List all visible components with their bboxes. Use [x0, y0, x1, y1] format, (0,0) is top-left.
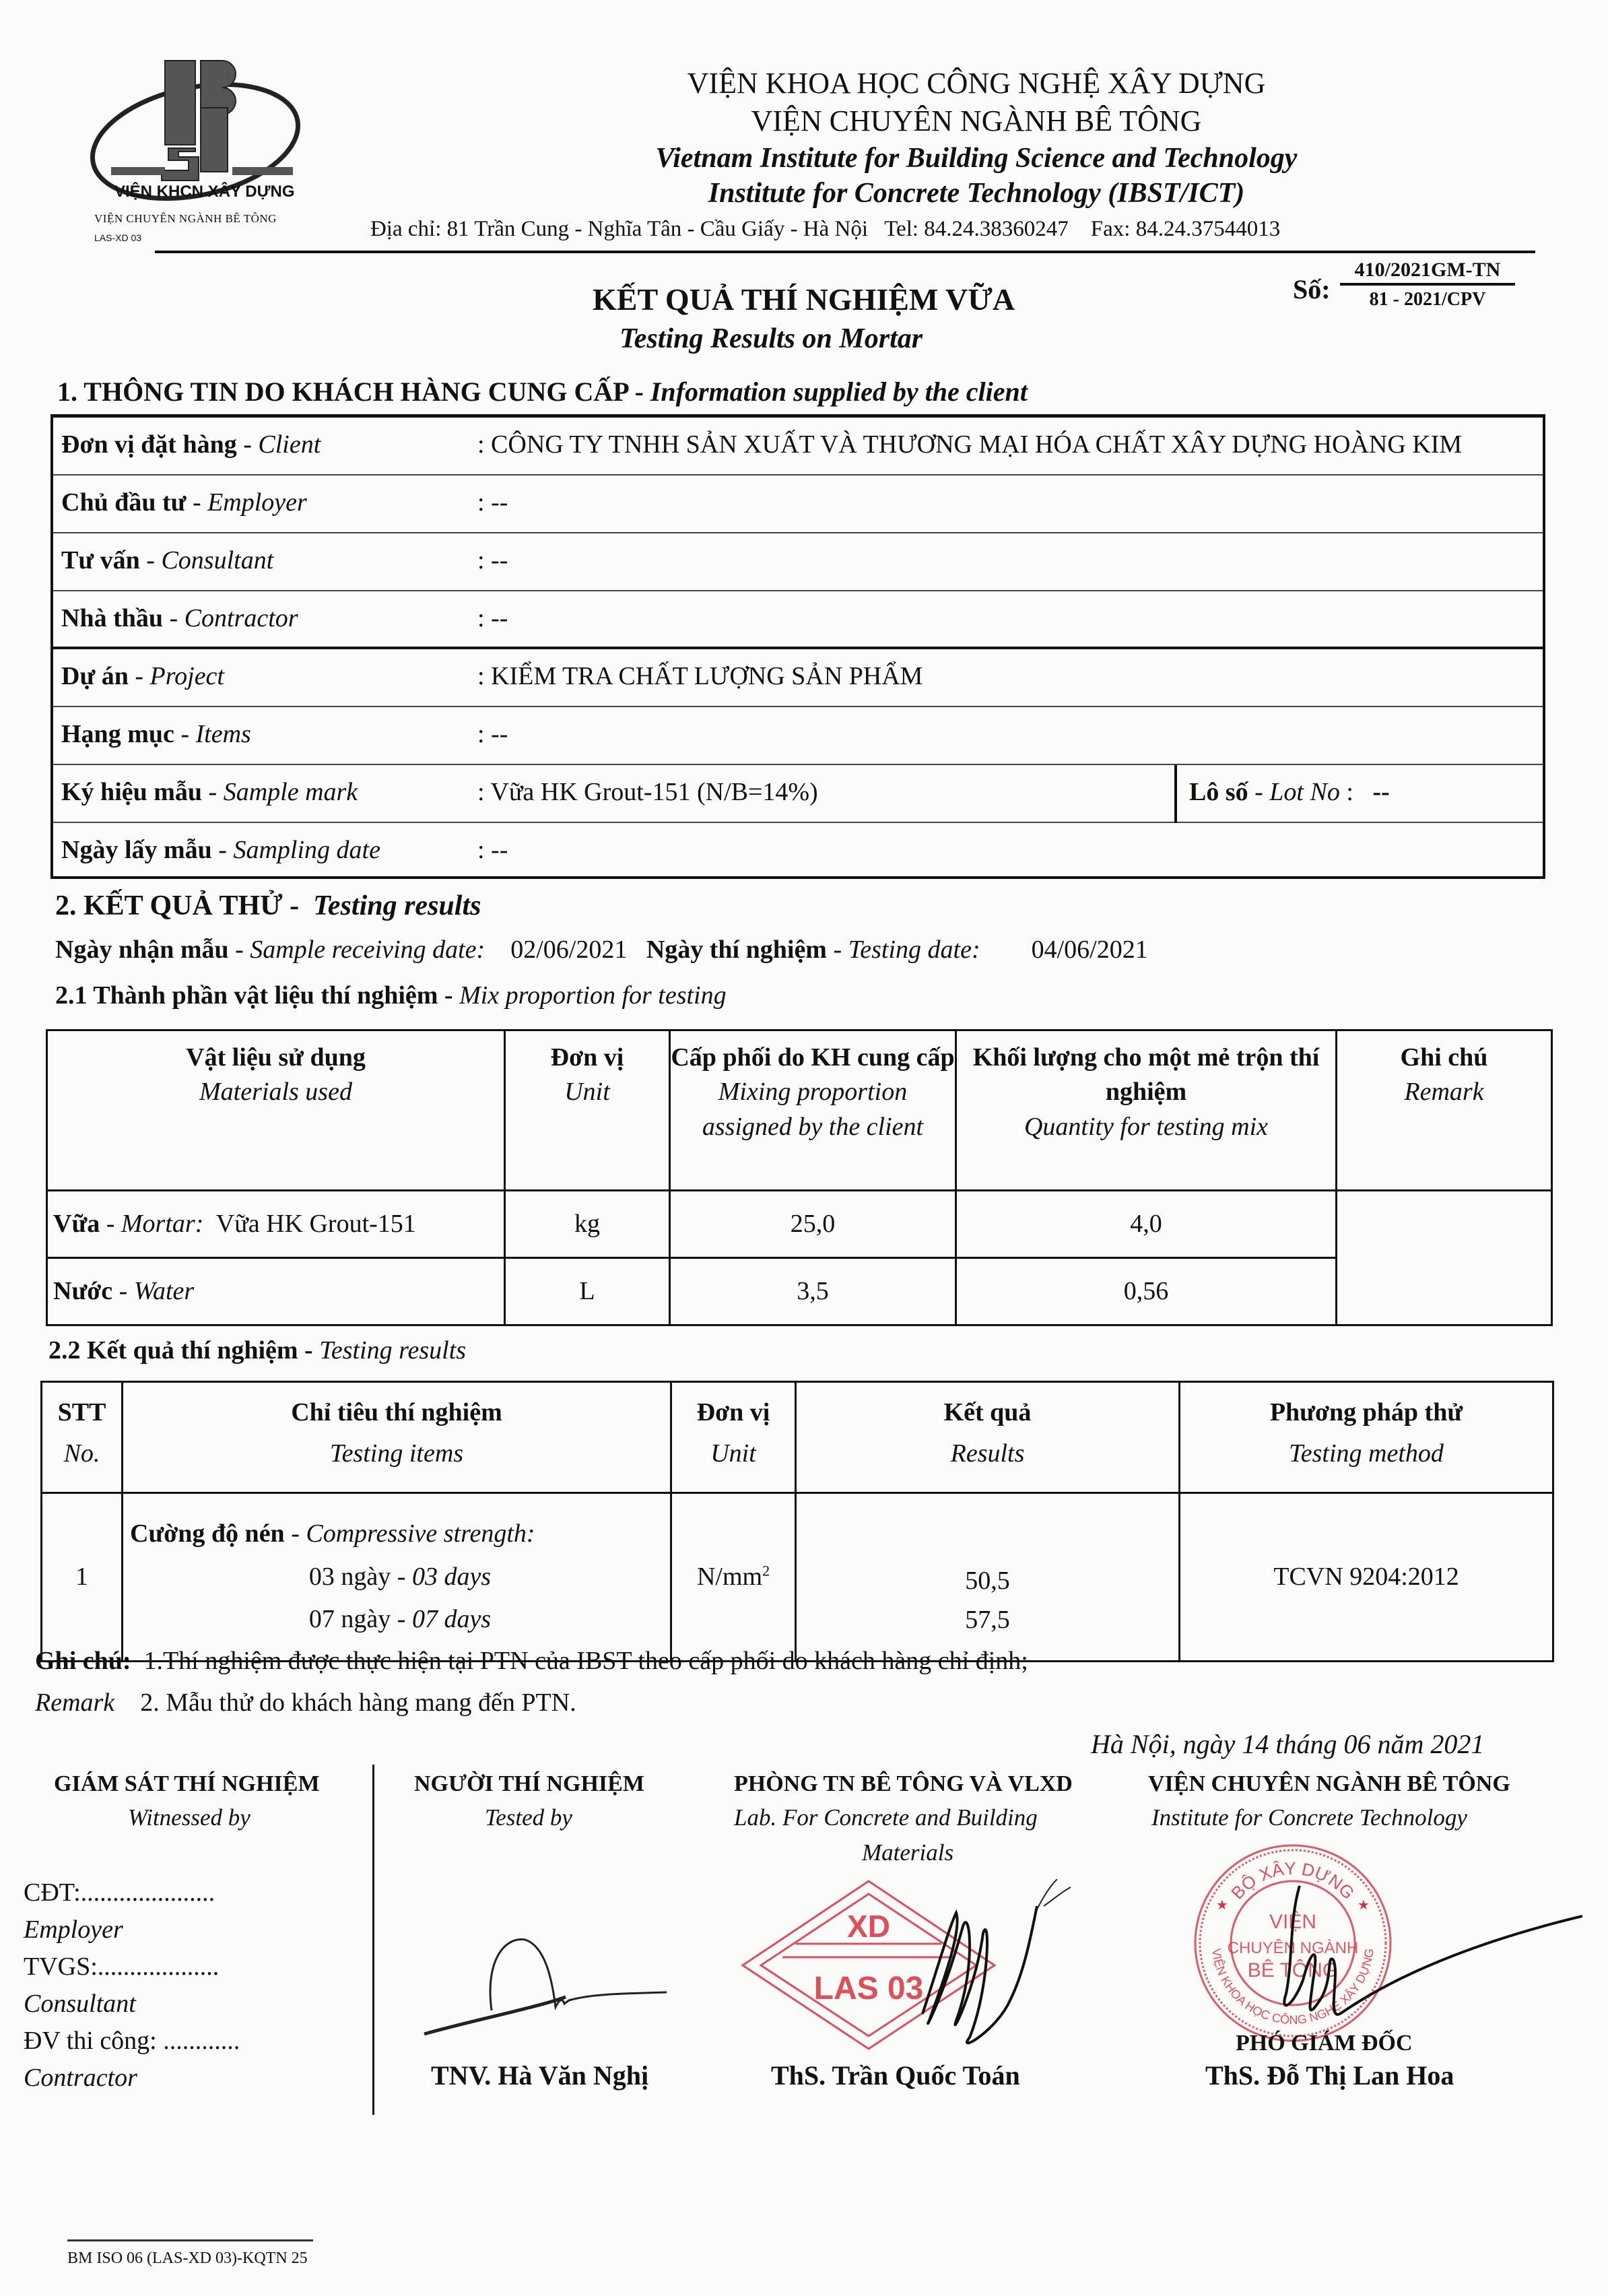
- document-title: KẾT QUẢ THÍ NGHIỆM VỮA: [593, 282, 1015, 317]
- tester-subheading: Tested by: [485, 1804, 572, 1831]
- info-label: Đơn vị đặt hàng - Client: [61, 430, 321, 459]
- remark-note-1: Ghi chú: 1.Thí nghiệm được thực hiện tại PTN của IBST theo cấp phối do khách hàng chỉ định;: [35, 1647, 1028, 1675]
- director-position: PHÓ GIÁM ĐỐC: [1236, 2031, 1413, 2056]
- info-row-sample-mark: [53, 765, 1543, 823]
- report-number: 410/2021GM-TN: [1354, 259, 1501, 281]
- director-name: ThS. Đỗ Thị Lan Hoa: [1205, 2060, 1454, 2091]
- info-label: Ký hiệu mẫu - Sample mark: [61, 778, 358, 806]
- age-7-days: 07 ngày - 07 days: [308, 1605, 492, 1634]
- age-3-days: 03 ngày - 03 days: [308, 1562, 492, 1591]
- witness-contractor-label: Contractor: [24, 2064, 137, 2092]
- testing-item-cell: Cường độ nén - Compressive strength: 03 ngày - 03 days 07 ngày - 07 days: [123, 1493, 671, 1662]
- info-value-sample-mark: : Vữa HK Grout-151 (N/B=14%): [477, 778, 818, 806]
- signature-divider: [372, 1765, 374, 2115]
- stamp-text-bottom: LAS 03: [813, 1971, 924, 2006]
- material-cell: Nước - Water: [47, 1258, 505, 1325]
- sample-receiving-date: 02/06/2021: [510, 936, 628, 964]
- document-title-en: Testing Results on Mortar: [619, 323, 923, 354]
- info-row-client: [53, 418, 1543, 475]
- info-row-project: [53, 649, 1543, 707]
- witness-consultant-line: TVGS:...................: [24, 1953, 220, 1981]
- lab-signature: [842, 1879, 1098, 2047]
- results-col-item: Chỉ tiêu thí nghiệm Testing items: [123, 1382, 671, 1493]
- info-value-client: : CÔNG TY TNHH SẢN XUẤT VÀ THƯƠNG MẠI HÓA CHẤT XÂY DỰNG HOÀNG KIM: [477, 430, 1463, 459]
- info-row-employer: [53, 475, 1543, 533]
- row-number: 1: [42, 1493, 123, 1662]
- info-label: Ngày lấy mẫu - Sampling date: [61, 836, 380, 864]
- lot-number-cell: Lô số - Lot No : --: [1174, 765, 1390, 823]
- result-3-days: 50,5: [965, 1566, 1010, 1595]
- logo-subtitle: VIỆN CHUYÊN NGÀNH BÊ TÔNG: [94, 212, 277, 225]
- report-sub-number: 81 - 2021/CPV: [1369, 289, 1486, 310]
- mix-col-unit: Đơn vị Unit: [505, 1030, 670, 1191]
- stamp-inner-1: VIỆN: [1269, 1911, 1317, 1933]
- lot-number-value: --: [1372, 778, 1390, 806]
- section1-heading: [57, 377, 1028, 407]
- info-row-consultant: [53, 533, 1543, 591]
- witness-contractor-line: ĐV thi công: ............: [24, 2027, 240, 2055]
- result-7-days: 57,5: [965, 1605, 1010, 1634]
- section2-heading: 2. KẾT QUẢ THỬ - Testing results: [55, 890, 481, 921]
- info-row-contractor: [53, 591, 1543, 649]
- mix-row-water: [47, 1258, 1552, 1325]
- contact-line: [370, 217, 1280, 241]
- star-icon: ★: [1358, 1898, 1370, 1913]
- section1-heading-en: Information supplied by the client: [650, 376, 1028, 407]
- ibst-logo: [88, 47, 310, 209]
- institute-heading: VIỆN CHUYÊN NGÀNH BÊ TÔNG: [1148, 1771, 1510, 1796]
- info-label: Hạng mục - Items: [61, 720, 251, 748]
- mix-col-quantity: Khối lượng cho một mẻ trộn thí nghiệm Quantity for testing mix: [956, 1030, 1337, 1191]
- info-value-contractor: : --: [477, 604, 508, 632]
- test-dates: Ngày nhận mẫu - Sample receiving date: 02/06/2021 Ngày thí nghiệm - Testing date: 04/06/2021: [55, 936, 1148, 964]
- lab-heading: PHÒNG TN BÊ TÔNG VÀ VLXD: [734, 1771, 1073, 1796]
- tester-heading: NGƯỜI THÍ NGHIỆM: [414, 1771, 644, 1796]
- witness-employer-label: Employer: [24, 1915, 123, 1944]
- material-cell: Vữa - Mortar: Vữa HK Grout-151: [47, 1191, 505, 1258]
- witness-consultant-label: Consultant: [24, 1990, 136, 2018]
- client-info-box: [51, 414, 1545, 879]
- stamp-outer-top: BỘ XÂY DỰNG: [1227, 1858, 1359, 1903]
- results-col-unit: Đơn vị Unit: [671, 1382, 796, 1493]
- lab-head-name: ThS. Trần Quốc Toán: [771, 2060, 1020, 2091]
- info-label: Tư vấn - Consultant: [61, 546, 274, 575]
- witness-heading: GIÁM SÁT THÍ NGHIỆM: [54, 1771, 320, 1796]
- report-number-rule: [1340, 283, 1515, 286]
- org-name-vn: VIỆN KHOA HỌC CÔNG NGHỆ XÂY DỰNG: [687, 67, 1266, 100]
- tester-signature: [417, 1933, 707, 2041]
- quantity-cell: 4,0: [956, 1191, 1337, 1258]
- report-number-label: Số:: [1293, 274, 1331, 304]
- institute-subheading: Institute for Concrete Technology: [1151, 1804, 1467, 1831]
- witness-subheading: Witnessed by: [128, 1804, 250, 1831]
- footer-divider: [67, 2239, 313, 2241]
- mix-header-row: [47, 1030, 1552, 1191]
- mix-row-mortar: [47, 1191, 1552, 1258]
- address: Địa chỉ: 81 Trần Cung - Nghĩa Tân - Cầu Giấy - Hà Nội: [370, 217, 869, 241]
- fax: Fax: 84.24.37544013: [1090, 217, 1281, 241]
- tester-name: TNV. Hà Văn Nghị: [431, 2060, 649, 2091]
- star-icon: ★: [1216, 1898, 1228, 1913]
- info-value-employer: : --: [477, 488, 508, 517]
- stamp-text-top: XD: [847, 1909, 890, 1944]
- unit-cell: $N/mm^2$: [671, 1493, 796, 1662]
- unit-cell: L: [505, 1258, 670, 1325]
- remark-cell: [1337, 1191, 1552, 1325]
- mix-col-proportion: Cấp phối do KH cung cấp Mixing proportion assigned by the client: [670, 1030, 956, 1191]
- stamp-inner-3: BÊ TÔNG: [1247, 1959, 1339, 1981]
- info-row-sampling-date: [53, 823, 1543, 881]
- telephone: Tel: 84.24.38360247: [884, 217, 1069, 241]
- info-label: Chủ đầu tư - Employer: [61, 488, 307, 517]
- stamp-outer-bottom: VIỆN KHOA HỌC CÔNG NGHỆ XÂY DỰNG: [1209, 1947, 1376, 2027]
- section1-heading-vn: 1. THÔNG TIN DO KHÁCH HÀNG CUNG CẤP -: [57, 376, 644, 407]
- logo-text: VIỆN KHCN XÂY DỰNG: [114, 183, 295, 201]
- mix-heading: 2.1 Thành phần vật liệu thí nghiệm - Mix proportion for testing: [55, 981, 727, 1010]
- info-label: Nhà thầu - Contractor: [61, 604, 298, 632]
- info-label: Dự án - Project: [61, 662, 224, 690]
- mix-col-remark: Ghi chú Remark: [1337, 1030, 1552, 1191]
- proportion-cell: 25,0: [670, 1191, 956, 1258]
- results-heading: 2.2 Kết quả thí nghiệm - Testing results: [48, 1336, 467, 1365]
- form-code: BM ISO 06 (LAS-XD 03)-KQTN 25: [67, 2250, 308, 2267]
- header-divider: [155, 251, 1535, 253]
- stamp-inner-2: CHUYÊN NGÀNH: [1227, 1939, 1359, 1957]
- witness-employer-line: CĐT:.....................: [24, 1878, 215, 1907]
- results-col-method: Phương pháp thử Testing method: [1180, 1382, 1553, 1493]
- info-value-project: : KIỂM TRA CHẤT LƯỢNG SẢN PHẨM: [477, 662, 923, 690]
- mix-proportion-table: [46, 1029, 1553, 1326]
- results-row: [42, 1493, 1553, 1662]
- testing-method: TCVN 9204:2012: [1180, 1493, 1553, 1662]
- unit-cell: kg: [505, 1191, 670, 1258]
- lab-subheading-2: Materials: [862, 1839, 954, 1866]
- results-header-row: [42, 1382, 1553, 1493]
- results-col-no: STT No.: [42, 1382, 123, 1493]
- testing-date: 04/06/2021: [1031, 936, 1148, 964]
- info-row-items: [53, 707, 1543, 765]
- info-value-items: : --: [477, 720, 508, 748]
- quantity-cell: 0,56: [956, 1258, 1337, 1325]
- org-subname-en: Institute for Concrete Technology (IBST/ICT): [708, 178, 1245, 209]
- logo-code: LAS-XD 03: [94, 232, 142, 243]
- lab-subheading: Lab. For Concrete and Building: [734, 1804, 1038, 1831]
- mix-col-material: Vật liệu sử dụng Materials used: [47, 1030, 505, 1191]
- result-values: [796, 1493, 1180, 1662]
- org-subname-vn: VIỆN CHUYÊN NGÀNH BÊ TÔNG: [751, 104, 1202, 137]
- director-signature: [1232, 1879, 1582, 2034]
- proportion-cell: 3,5: [670, 1258, 956, 1325]
- remark-note-2: Remark 2. Mẫu thử do khách hàng mang đến PTN.: [35, 1688, 576, 1717]
- testing-results-table: [40, 1381, 1554, 1662]
- info-value-sampling-date: : --: [477, 836, 508, 864]
- results-col-result: Kết quả Results: [796, 1382, 1180, 1493]
- signing-date: Hà Nội, ngày 14 tháng 06 năm 2021: [1091, 1729, 1485, 1759]
- org-name-en: Vietnam Institute for Building Science and Technology: [655, 143, 1298, 174]
- info-value-consultant: : --: [477, 546, 508, 575]
